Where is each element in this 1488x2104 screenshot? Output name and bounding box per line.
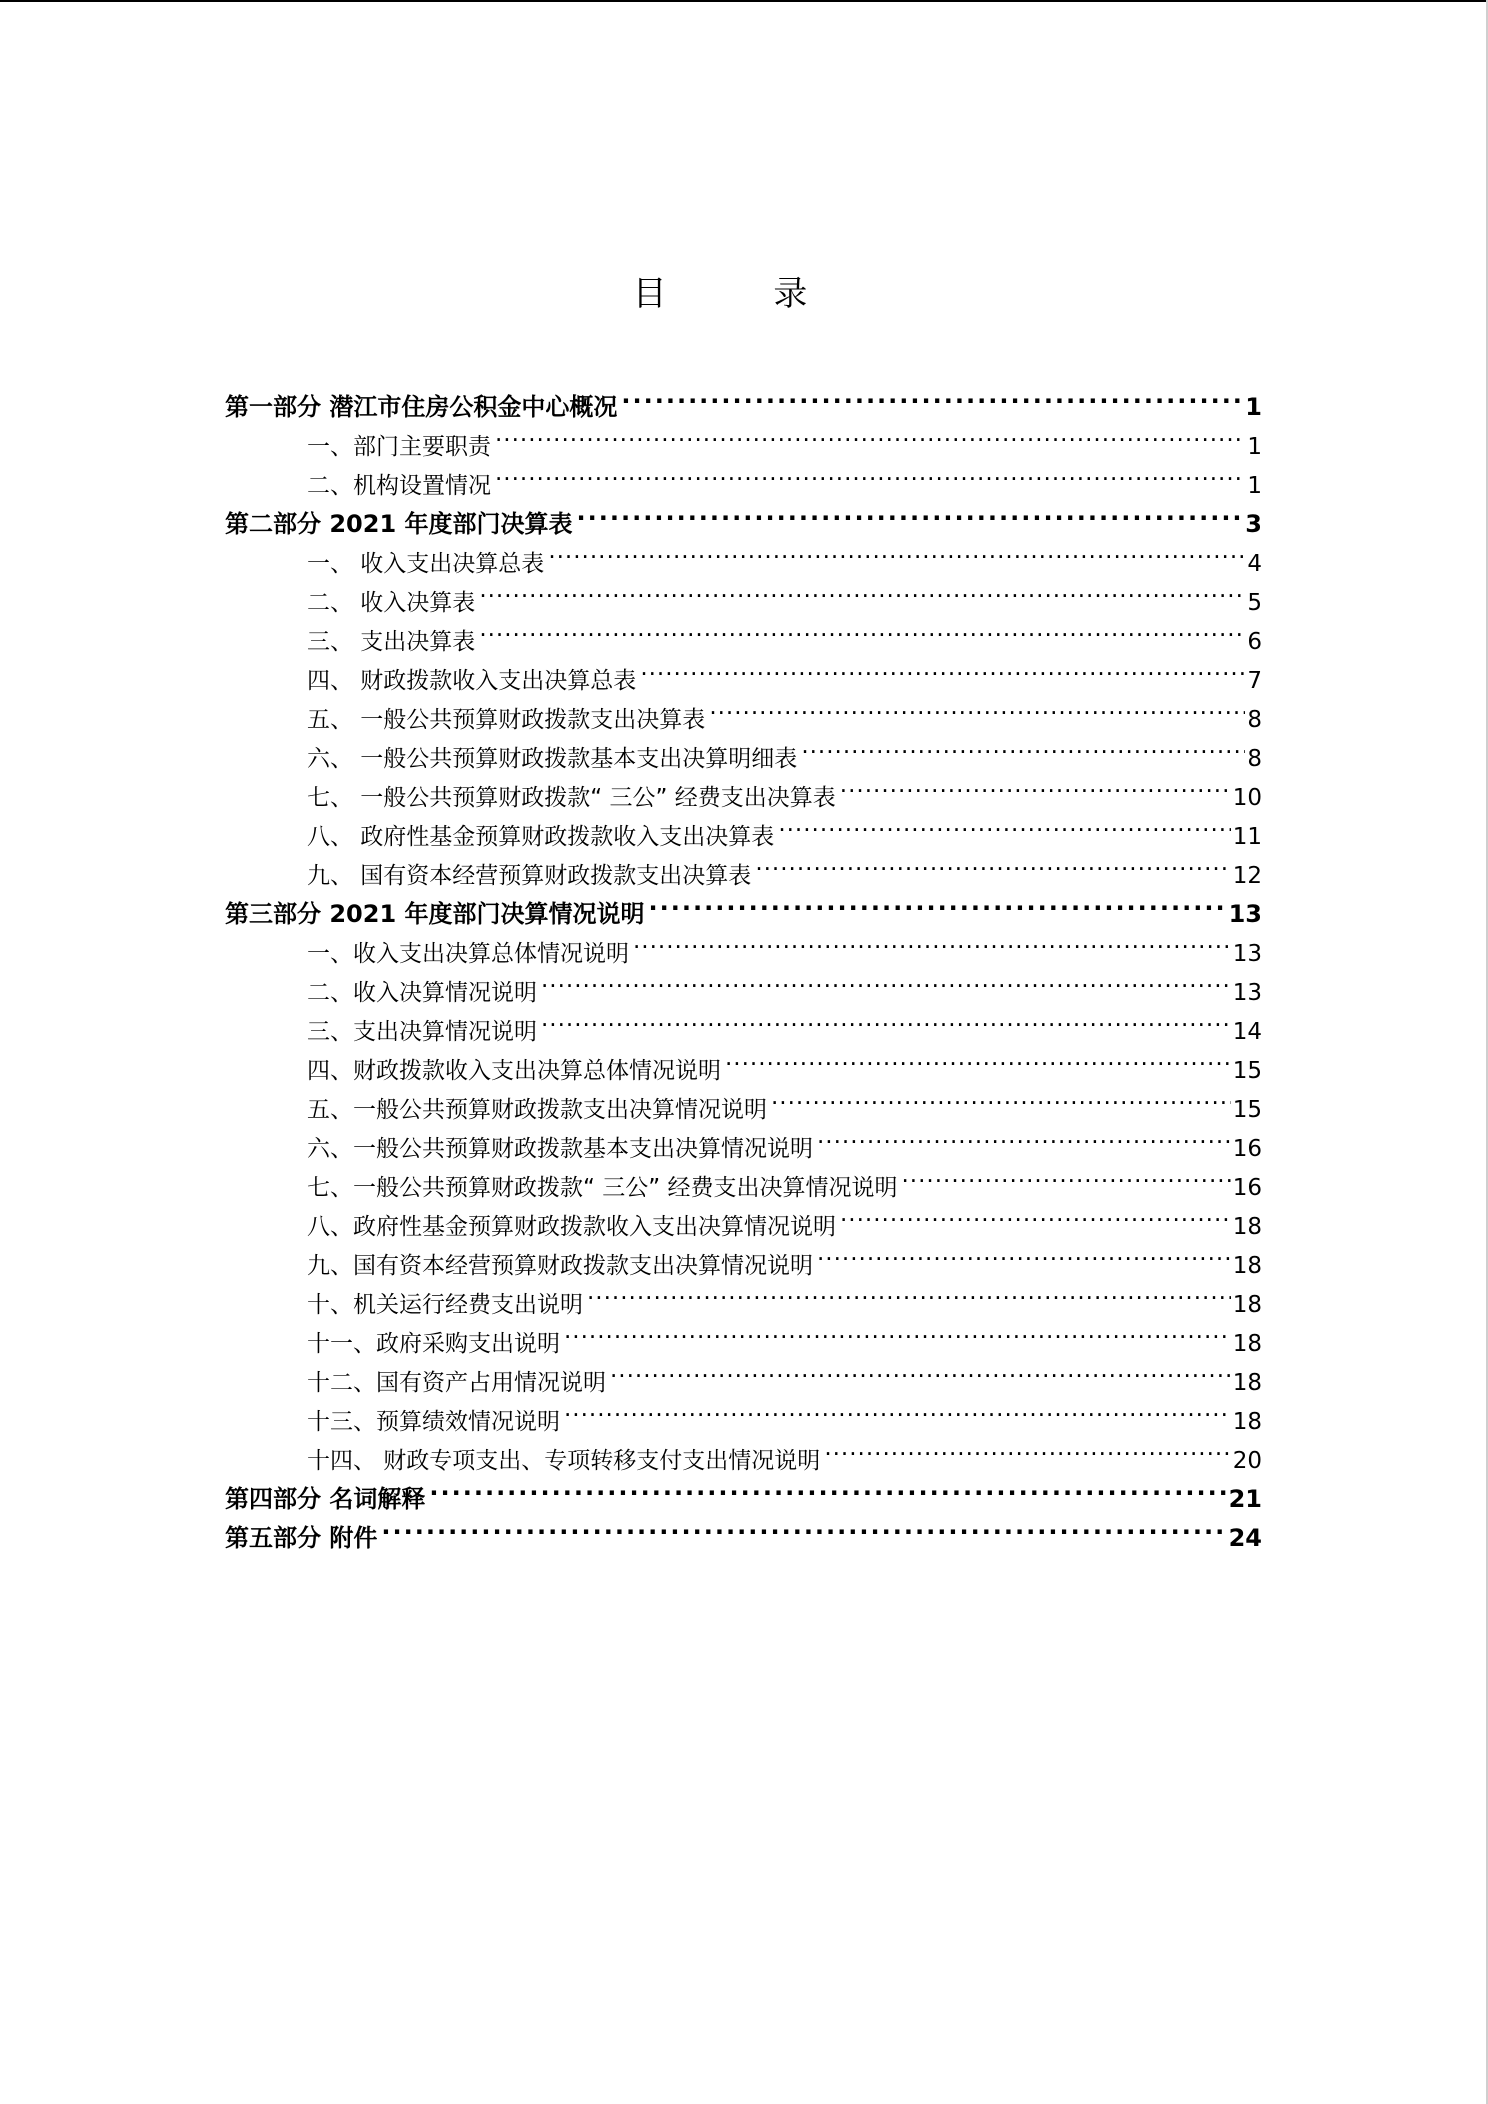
toc-dot-leader: [564, 1390, 1231, 1429]
toc-dot-leader: [564, 1312, 1231, 1351]
toc-page-number: 10: [1232, 785, 1262, 811]
toc-page-number: 7: [1247, 668, 1262, 694]
toc-entry-label: 第三部分 2021 年度部门决算情况说明: [225, 900, 645, 928]
toc-dot-leader: [577, 493, 1244, 532]
toc-entry-label: 二、机构设置情况: [307, 473, 491, 499]
toc-entry-label: 八、 政府性基金预算财政拨款收入支出决算表: [307, 824, 775, 850]
toc-entry-label: 第二部分 2021 年度部门决算表: [225, 510, 573, 538]
toc-entry-label: 一、收入支出决算总体情况说明: [307, 941, 629, 967]
toc-page-number: 8: [1247, 746, 1262, 772]
toc-page-number: 11: [1232, 824, 1262, 850]
toc-dot-leader: [479, 571, 1245, 610]
toc-dot-leader: [649, 883, 1227, 922]
toc-dot-leader: [725, 1039, 1231, 1078]
toc-dot-leader: [633, 922, 1231, 961]
toc-entry-label: 九、 国有资本经营预算财政拨款支出决算表: [307, 863, 752, 889]
toc-page-number: 18: [1232, 1214, 1262, 1240]
toc-page-number: 14: [1232, 1019, 1262, 1045]
toc-entry-label: 七、 一般公共预算财政拨款“ 三公” 经费支出决算表: [307, 785, 836, 811]
toc-dot-leader: [901, 1156, 1230, 1195]
toc-dot-leader: [548, 532, 1245, 571]
toc-dot-leader: [610, 1351, 1231, 1390]
toc-page-number: 18: [1232, 1409, 1262, 1435]
toc-page-number: 24: [1228, 1524, 1262, 1552]
toc-entry-label: 十一、政府采购支出说明: [307, 1331, 560, 1357]
toc-page-number: 15: [1232, 1097, 1262, 1123]
toc-dot-leader: [801, 727, 1245, 766]
toc-entry-label: 六、一般公共预算财政拨款基本支出决算情况说明: [307, 1136, 813, 1162]
toc-entry-label: 四、财政拨款收入支出决算总体情况说明: [307, 1058, 721, 1084]
toc-page-number: 13: [1232, 941, 1262, 967]
toc-page-number: 1: [1247, 434, 1262, 460]
toc-entry-label: 第四部分 名词解释: [225, 1485, 426, 1513]
toc-entry-label: 七、一般公共预算财政拨款“ 三公” 经费支出决算情况说明: [307, 1175, 898, 1201]
toc-entry-label: 第五部分 附件: [225, 1524, 378, 1552]
toc-dot-leader: [840, 1195, 1231, 1234]
toc-dot-leader: [621, 376, 1243, 415]
page-title: 目 录: [632, 274, 856, 314]
toc-entry-label: 六、 一般公共预算财政拨款基本支出决算明细表: [307, 746, 798, 772]
toc-page-number: 12: [1232, 863, 1262, 889]
toc-dot-leader: [541, 961, 1231, 1000]
toc-entry-label: 八、政府性基金预算财政拨款收入支出决算情况说明: [307, 1214, 836, 1240]
toc-page-number: 18: [1232, 1253, 1262, 1279]
toc-dot-leader: [755, 844, 1230, 883]
toc-entry-label: 九、国有资本经营预算财政拨款支出决算情况说明: [307, 1253, 813, 1279]
toc-dot-leader: [817, 1117, 1231, 1156]
toc-part-entry[interactable]: [225, 1507, 1262, 1552]
toc-dot-leader: [771, 1078, 1231, 1117]
toc-entry-label: 第一部分 潜江市住房公积金中心概况: [225, 393, 618, 421]
toc-dot-leader: [495, 415, 1245, 454]
toc-entry-label: 三、 支出决算表: [307, 629, 476, 655]
toc-page-number: 20: [1232, 1448, 1262, 1474]
toc-page-number: 13: [1232, 980, 1262, 1006]
toc-entry-label: 三、支出决算情况说明: [307, 1019, 537, 1045]
toc-dot-leader: [640, 649, 1245, 688]
toc-entry-label: 二、 收入决算表: [307, 590, 476, 616]
toc-entry-label: 一、部门主要职责: [307, 434, 491, 460]
toc-page-number: 1: [1247, 473, 1262, 499]
toc-page-number: 21: [1228, 1485, 1262, 1513]
toc-page-number: 1: [1245, 393, 1262, 421]
table-of-contents: [225, 376, 1262, 1552]
toc-dot-leader: [817, 1234, 1231, 1273]
toc-page-number: 18: [1232, 1331, 1262, 1357]
toc-part-entry[interactable]: [225, 376, 1262, 421]
page-top-border: [0, 0, 1488, 2]
toc-page-number: 4: [1247, 551, 1262, 577]
toc-entry-label: 十三、预算绩效情况说明: [307, 1409, 560, 1435]
toc-dot-leader: [778, 805, 1230, 844]
toc-entry-label: 四、 财政拨款收入支出决算总表: [307, 668, 637, 694]
toc-page-number: 3: [1245, 510, 1262, 538]
toc-entry-label: 十、机关运行经费支出说明: [307, 1292, 583, 1318]
toc-entry-label: 二、收入决算情况说明: [307, 980, 537, 1006]
toc-dot-leader: [587, 1273, 1231, 1312]
toc-entry-label: 五、一般公共预算财政拨款支出决算情况说明: [307, 1097, 767, 1123]
toc-page-number: 18: [1232, 1292, 1262, 1318]
toc-dot-leader: [429, 1468, 1226, 1507]
toc-dot-leader: [479, 610, 1245, 649]
toc-page-number: 5: [1247, 590, 1262, 616]
toc-page-number: 13: [1228, 900, 1262, 928]
toc-dot-leader: [709, 688, 1245, 727]
toc-page-number: 18: [1232, 1370, 1262, 1396]
toc-dot-leader: [495, 454, 1245, 493]
toc-dot-leader: [541, 1000, 1231, 1039]
toc-page-number: 15: [1232, 1058, 1262, 1084]
toc-dot-leader: [381, 1507, 1226, 1546]
toc-entry-label: 一、 收入支出决算总表: [307, 551, 545, 577]
toc-entry-label: 五、 一般公共预算财政拨款支出决算表: [307, 707, 706, 733]
toc-page-number: 16: [1232, 1175, 1262, 1201]
toc-entry-label: 十四、 财政专项支出、专项转移支付支出情况说明: [307, 1448, 821, 1474]
toc-entry-label: 十二、国有资产占用情况说明: [307, 1370, 606, 1396]
toc-dot-leader: [840, 766, 1231, 805]
toc-page-number: 6: [1247, 629, 1262, 655]
toc-dot-leader: [824, 1429, 1230, 1468]
toc-page-number: 8: [1247, 707, 1262, 733]
toc-page-number: 16: [1232, 1136, 1262, 1162]
